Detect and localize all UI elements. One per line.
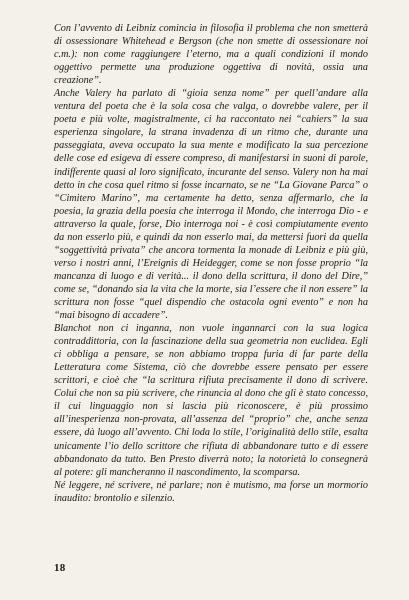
paragraph-valery: Anche Valery ha parlato di “gioia senza nome” per quell’andare alla ventura del poeta che è la sola cosa che valga, o dovrebbe valere, per il poeta e più volte, magistralmente, ci ha raccontato nei “cahiers” la sua esperienza singolare, la strana invadenza di un ritmo che, durante una passeggiata, aveva occupato la sua mente e modificato la sua percezione delle cose ed esigeva di essere compreso, di manifestarsi in suoni di parole, indifferente quasi al loro significato, incurante del senso. Valery non ha mai detto in che cosa quel ritmo si fosse incarnato, se ne “La Giovane Parca” o “Cimitero Marino”, ma certamente ha detto, senza affermarlo, che la poesia, la grazia della poesia che interroga il Mondo, che interroga Dio - e attraverso la quale, forse, Dio interroga noi - è così compiutamente evento da non esserlo più, e quindi da non esserlo mai, da mettersi fuori da quella “soggettività privata” che ancora tormenta la monade di Leibniz e più giù, verso i nostri anni, l’Ereignis di Heidegger, come se non fosse proprio “la mancanza di luogo e di verità... il dono della scrittura, il dono del Dire,” come se, “donando sia la vita che la morte, sia l’essere che il non essere” la scrittura non fosse “quel dispendio che ostacola ogni evento” e non ha “mai bisogno di accadere”.	[54, 88, 368, 322]
body-text	[54, 22, 368, 505]
paragraph-leibniz: Con l’avvento di Leibniz comincia in filosofia il problema che non smetterà di ossessionare Whitehead e Bergson (che non smette di ossessionare noi c.m.): non come raggiungere l’eterno, ma a quali condizioni il mondo oggettivo permette una produzione oggettiva di novità, ossia una creazione”.	[54, 23, 368, 87]
paragraph-closing: Né leggere, né scrivere, né parlare; non è mutismo, ma forse un mormorio inaudito: brontolio e silenzio.	[54, 479, 368, 504]
paragraph-blanchot: Blanchot non ci inganna, non vuole ingannarci con la sua logica contraddittoria, con la fascinazione della sua geometria non euclidea. Egli ci obbliga a pensare, se non abbiamo troppa furia di far parte della Letteratura come Sistema, ciò che dovrebbe essere pensato per essere scrittori, e cioè che “la scrittura rifiuta precisamente il dono di scrivere. Colui che non sa più scrivere, che rinuncia al dono che gli è stato concesso, il cui linguaggio non si lascia più riconoscere, è più prossimo all’inesperienza non-provata, all’assenza del “proprio” che, anche senza essere, dà luogo all’avvento. Chi loda lo stile, l’originalità dello stile, esalta unicamente l’io dello scrittore che rifiuta di abbandonare tutto e di essere abbandonato da tutto. Ben Presto diverrà noto; la notorietà lo consegnerà al potere: gli mancheranno il nascondimento, la scomparsa.	[54, 323, 368, 478]
page-number: 18	[54, 562, 66, 574]
